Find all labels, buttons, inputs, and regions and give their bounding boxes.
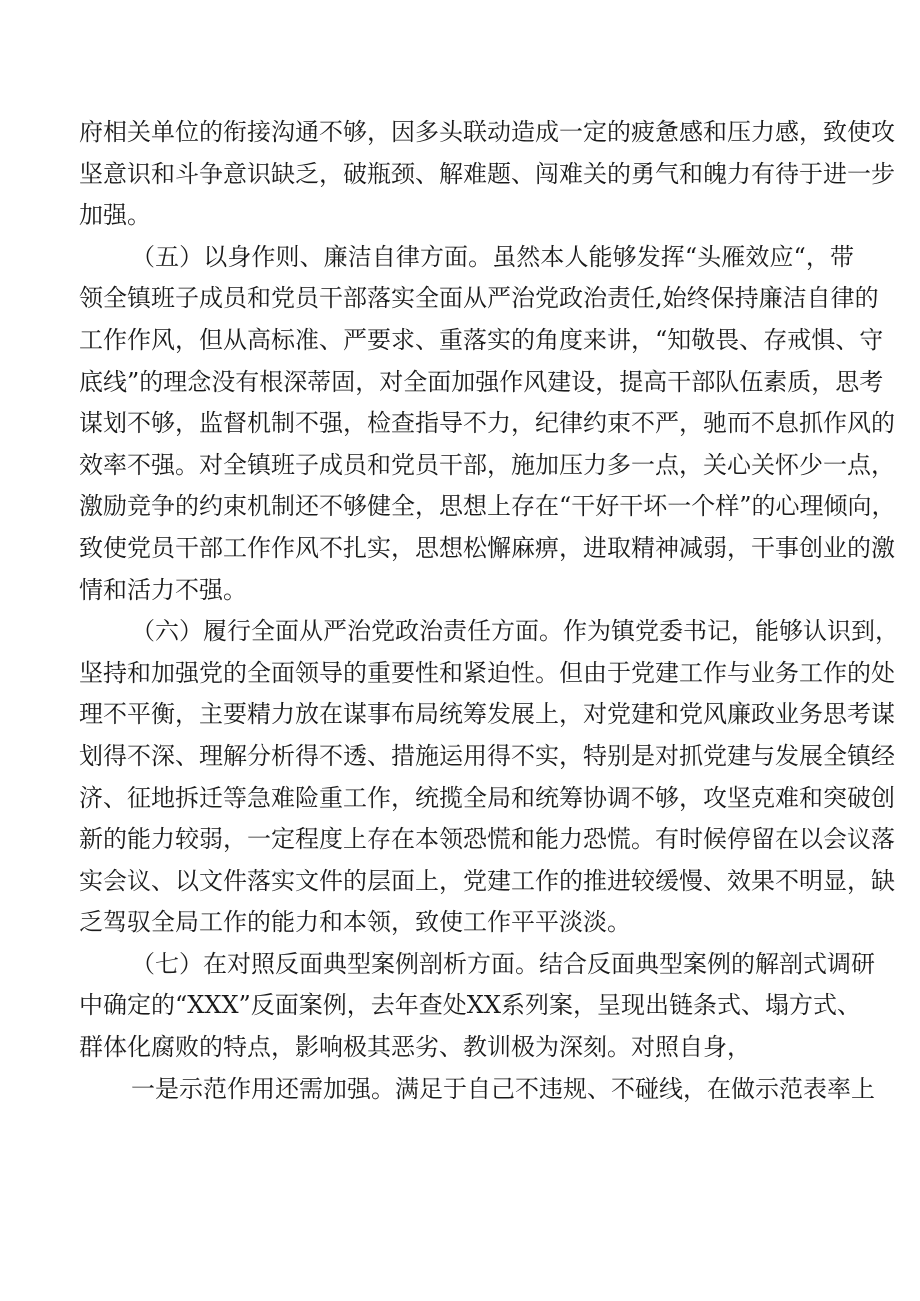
text-line: 情和活力不强。 — [79, 575, 247, 604]
text-line: （七）在对照反面典型案例剖析方面。结合反面典型案例的解剖式调研 — [131, 949, 875, 978]
paragraph-section-7 — [79, 944, 875, 1069]
text-line: 济、征地拆迁等急难险重工作，统揽全局和统筹协调不够，攻坚克难和突破创 — [79, 783, 895, 812]
text-line: 乏驾驭全局工作的能力和本领，致使工作平平淡淡。 — [79, 908, 631, 937]
text-line: 致使党员干部工作作风不扎实，思想松懈麻痹，进取精神减弱，干事创业的激 — [79, 533, 895, 562]
text-line: 理不平衡，主要精力放在谋事布局统筹发展上，对党建和党风廉政业务思考谋 — [79, 700, 895, 729]
text-line: 坚意识和斗争意识缺乏，破瓶颈、解难题、闯难关的勇气和魄力有待于进一步 — [79, 159, 895, 188]
text-line: 激励竞争的约束机制还不够健全，思想上存在“干好干坏一个样”的心理倾向， — [79, 492, 896, 521]
text-line: 领全镇班子成员和党员干部落实全面从严治党政治责任,始终保持廉洁自律的 — [79, 284, 879, 313]
paragraph-section-5 — [79, 237, 896, 611]
text-line: （六）履行全面从严治党政治责任方面。作为镇党委书记，能够认识到， — [131, 617, 899, 646]
document-body — [79, 112, 899, 1110]
text-line: 群体化腐败的特点，影响极其恶劣、教训极为深刻。对照自身， — [79, 1033, 751, 1062]
text-line: 实会议、以文件落实文件的层面上，党建工作的推进较缓慢、效果不明显，缺 — [79, 866, 895, 895]
paragraph-point-1 — [79, 1069, 875, 1111]
paragraph-section-6 — [79, 611, 899, 944]
text-line: 底线”的理念没有根深蒂固，对全面加强作风建设，提高干部队伍素质，思考 — [79, 367, 884, 396]
text-line: 加强。 — [79, 201, 151, 230]
text-line: 府相关单位的衔接沟通不够，因多头联动造成一定的疲惫感和压力感，致使攻 — [79, 118, 895, 146]
text-line: 一是示范作用还需加强。满足于自己不违规、不碰线，在做示范表率上 — [131, 1074, 875, 1103]
text-line: 新的能力较弱，一定程度上存在本领恐慌和能力恐慌。有时候停留在以会议落 — [79, 825, 895, 854]
paragraph-continuation — [79, 112, 895, 237]
text-line: 工作作风，但从高标准、严要求、重落实的角度来讲，“知敬畏、存戒惧、守 — [79, 325, 884, 354]
text-line: 谋划不够，监督机制不强，检查指导不力，纪律约束不严，驰而不息抓作风的 — [79, 409, 895, 438]
text-line: 坚持和加强党的全面领导的重要性和紧迫性。但由于党建工作与业务工作的处 — [79, 658, 895, 687]
text-line: 效率不强。对全镇班子成员和党员干部，施加压力多一点，关心关怀少一点， — [79, 450, 895, 479]
text-line: 中确定的“XXX”反面案例，去年查处XX系列案，呈现出链条式、塌方式、 — [79, 991, 861, 1020]
text-line: （五）以身作则、廉洁自律方面。虽然本人能够发挥“头雁效应“，带 — [131, 242, 854, 271]
text-line: 划得不深、理解分析得不透、措施运用得不实，特别是对抓党建与发展全镇经 — [79, 741, 895, 770]
